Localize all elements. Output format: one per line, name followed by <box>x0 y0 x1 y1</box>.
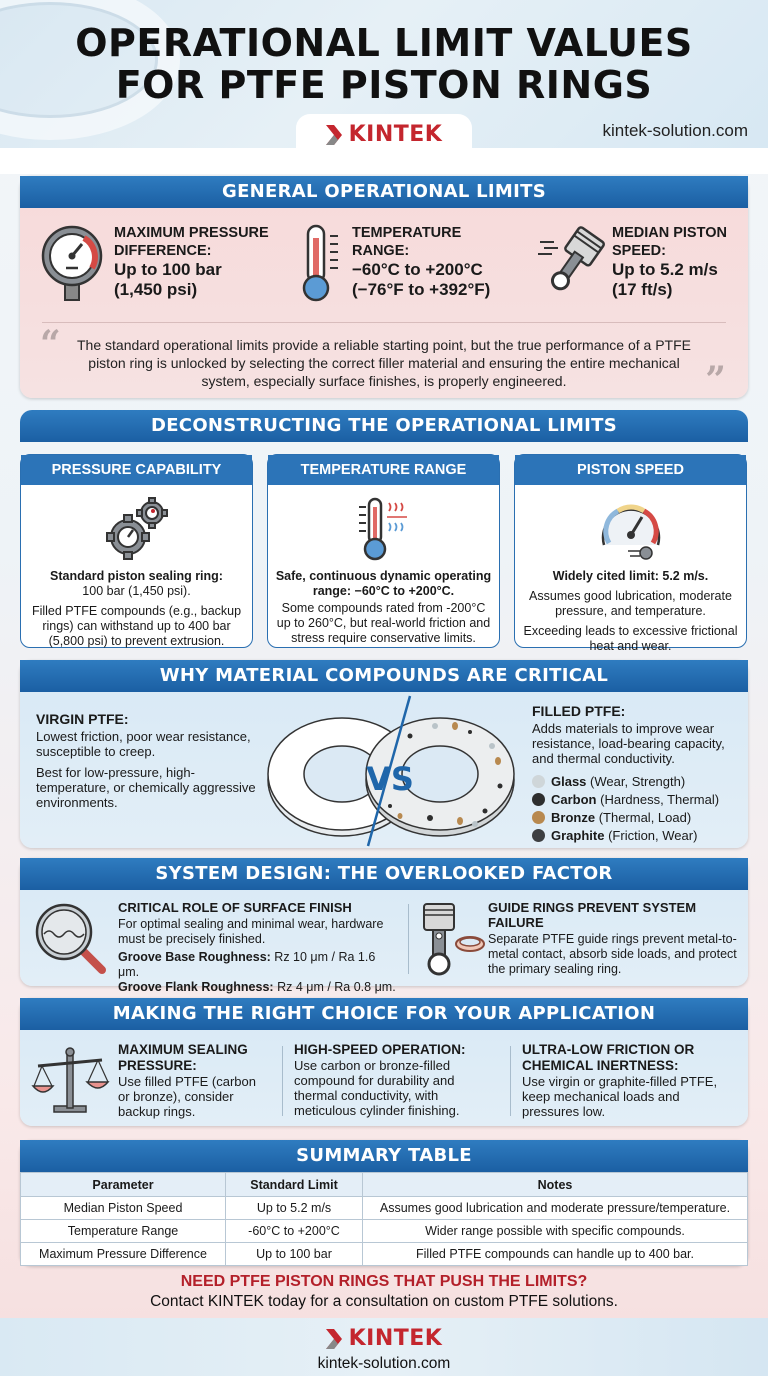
system-design-section <box>20 858 748 994</box>
divider <box>282 1046 283 1116</box>
deconstruct-section <box>20 410 748 656</box>
speedometer-icon <box>596 495 666 565</box>
filler-legend <box>532 774 742 843</box>
bronze-dot-icon <box>532 811 545 824</box>
open-quote-icon: “ <box>40 323 61 365</box>
virgin-ptfe: VIRGIN PTFE: Lowest friction, poor wear resistance, susceptible to creep. Best for low-pressure, high-temperature, or chemically aggressive environments. <box>36 711 256 810</box>
general-limits-section <box>20 176 748 401</box>
guide-rings: GUIDE RINGS PREVENT SYSTEM FAILURE Separate PTFE guide rings prevent metal-to-metal contact, absorb side loads, and protect the primary sealing ring. <box>488 900 737 976</box>
balance-scale-icon <box>32 1046 108 1116</box>
card-temperature-range: TEMPERATURE RANGE Safe, continuous dynamic operating range: −60°C to +200°C. Some compounds rated from -200°C up to 260°C, but real-world friction and stress require conservative limits. <box>267 454 500 648</box>
filler-graphite: Graphite (Friction, Wear) <box>532 828 742 843</box>
section-title: MAKING THE RIGHT CHOICE FOR YOUR APPLICATION <box>20 998 748 1030</box>
section-title: SYSTEM DESIGN: THE OVERLOOKED FACTOR <box>20 858 748 890</box>
footer-url[interactable]: kintek-solution.com <box>317 1355 451 1372</box>
footer <box>0 1318 768 1376</box>
summary-table-section <box>20 1140 748 1266</box>
quote-text: The standard operational limits provide a reliable starting point, but the true performance of a PTFE piston ring is unlocked by selecting the correct filler material and ensuring the entire mechanical system, especially surface finishes, is properly engineered. <box>77 337 691 389</box>
graphite-dot-icon <box>532 829 545 842</box>
filler-carbon: Carbon (Hardness, Thermal) <box>532 792 742 807</box>
header-divider <box>0 148 768 174</box>
carbon-dot-icon <box>532 793 545 806</box>
thermometer-heat-cold-icon <box>349 495 419 565</box>
section-title: GENERAL OPERATIONAL LIMITS <box>20 176 748 208</box>
table-row: Maximum Pressure Difference Up to 100 bar Filled PTFE compounds can handle up to 400 bar. <box>21 1243 748 1266</box>
card-piston-speed: PISTON SPEED Widely cited limit: 5.2 m/s. Assumes good lubrication, moderate pressure, and temperature. Exceeding leads to excessive frictional heat and wear. <box>514 454 747 648</box>
filler-glass: Glass (Wear, Strength) <box>532 774 742 789</box>
surface-finish: CRITICAL ROLE OF SURFACE FINISH For optimal sealing and minimal wear, hardware must be precisely finished. Groove Base Roughness: Rz 10 μm / Ra 1.6 μm. Groove Flank Roughness: Rz 4 μm / Ra 0.8 μm. <box>118 900 396 994</box>
table-row: Median Piston Speed Up to 5.2 m/s Assumes good lubrication and moderate pressure/temperature. <box>21 1197 748 1220</box>
section-title: SUMMARY TABLE <box>20 1140 748 1172</box>
header <box>0 0 768 148</box>
gears-gauge-icon <box>102 495 172 565</box>
header-url[interactable]: kintek-solution.com <box>602 121 748 140</box>
filler-bronze: Bronze (Thermal, Load) <box>532 810 742 825</box>
divider <box>510 1046 511 1116</box>
divider <box>42 322 726 323</box>
summary-table <box>20 1172 748 1266</box>
cta-subtext: Contact KINTEK today for a consultation on custom PTFE solutions. <box>150 1293 618 1310</box>
piston-icon <box>538 224 602 302</box>
page-title: OPERATIONAL LIMIT VALUES FOR PTFE PISTON RINGS <box>75 21 693 107</box>
vs-label: VS <box>366 760 414 798</box>
kintek-logo[interactable]: KINTEK <box>296 122 472 147</box>
materials-section <box>20 660 748 848</box>
choice-max-pressure: MAXIMUM SEALING PRESSURE: Use filled PTFE (carbon or bronze), consider backup rings. <box>118 1042 256 1119</box>
section-title: DECONSTRUCTING THE OPERATIONAL LIMITS <box>20 410 748 442</box>
piston-guide-ring-icon <box>418 902 486 980</box>
table-row: Temperature Range -60°C to +200°C Wider range possible with specific compounds. <box>21 1220 748 1243</box>
call-to-action <box>0 1272 768 1312</box>
thermometer-icon <box>302 224 342 302</box>
table-header-row: Parameter Standard Limit Notes <box>21 1173 748 1197</box>
divider <box>408 904 409 974</box>
section-title: WHY MATERIAL COMPOUNDS ARE CRITICAL <box>20 660 748 692</box>
pressure-gauge-icon <box>40 224 104 302</box>
glass-dot-icon <box>532 775 545 788</box>
kintek-mark-icon <box>326 1329 348 1349</box>
right-choice-section <box>20 998 748 1126</box>
limit-speed: MEDIAN PISTON SPEED: Up to 5.2 m/s (17 ft/s) <box>538 224 727 302</box>
footer-kintek-logo[interactable]: KINTEK <box>0 1318 768 1351</box>
limit-temperature: TEMPERATURE RANGE: −60°C to +200°C (−76°F to +392°F) <box>302 224 490 302</box>
choice-low-friction: ULTRA-LOW FRICTION OR CHEMICAL INERTNESS: Use virgin or graphite-filled PTFE, keep mechanical loads and pressures low. <box>522 1042 718 1119</box>
choice-high-speed: HIGH-SPEED OPERATION: Use carbon or bronze-filled compound for durability and thermal conductivity, with meticulous cylinder finishing. <box>294 1042 466 1118</box>
card-pressure-capability: PRESSURE CAPABILITY Standard piston sealing ring: 100 bar (1,450 psi). Filled PTFE compounds (e.g., backup rings) can withstand up to 400 bar (5,800 psi) to prevent extrusion. <box>20 454 253 648</box>
close-quote-icon: ” <box>705 359 726 401</box>
virgin-vs-filled-rings-image <box>260 696 520 846</box>
magnifier-icon <box>32 902 108 974</box>
filled-ptfe: FILLED PTFE: Adds materials to improve wear resistance, load-bearing capacity, and thermal conductivity. Glass (Wear, Strength) Carbon (Hardness, Thermal) Bronze (Thermal, Load) Graphite (Friction, Wear) <box>532 704 742 846</box>
limit-pressure: MAXIMUM PRESSURE DIFFERENCE: Up to 100 bar (1,450 psi) <box>40 224 269 302</box>
kintek-mark-icon <box>326 125 348 145</box>
cta-headline[interactable]: NEED PTFE PISTON RINGS THAT PUSH THE LIMITS? <box>180 1273 588 1290</box>
